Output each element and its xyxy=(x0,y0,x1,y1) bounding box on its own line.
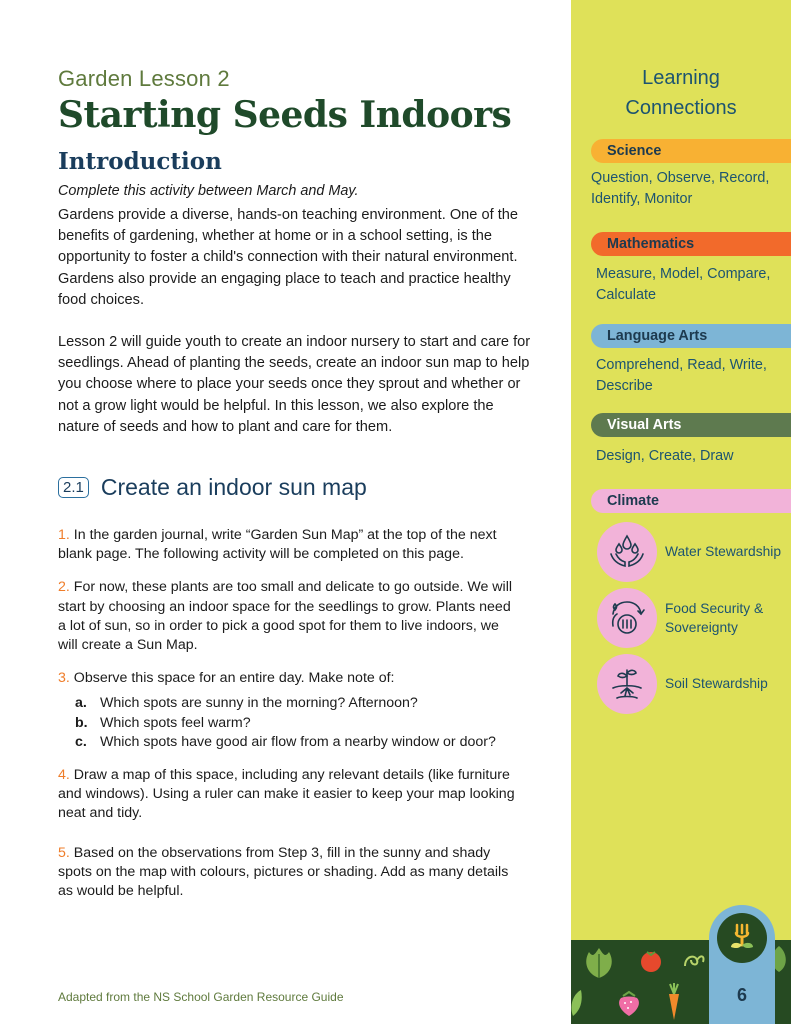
page-number: 6 xyxy=(736,985,747,1005)
subject-pill-science: Science xyxy=(591,139,791,163)
strawberry-icon xyxy=(615,990,643,1018)
climate-label-soil: Soil Stewardship xyxy=(665,676,768,692)
step-number: 1. xyxy=(58,527,70,543)
intro-paragraph-2: Lesson 2 will guide youth to create an indoor nursery to start and care for seedlings. Ahead of planting the seeds, create an indoor sun map to help you choose where to place your seeds once they sprout and whether or not a grow light would be helpful. In this lesson, we also explore the nature of seeds and how to plant and care for them. xyxy=(58,334,531,435)
introduction-heading: Introduction xyxy=(58,148,222,175)
subject-skills-science: Question, Observe, Record, Identify, Monitor xyxy=(591,170,770,207)
step-number: 2. xyxy=(58,579,70,596)
step-text: In the garden journal, write “Garden Sun Map” at the top of the next blank page. The following activity will be completed on this page. xyxy=(58,527,497,563)
sub-step-item xyxy=(58,733,518,752)
step-number: 5. xyxy=(58,844,70,861)
lesson-kicker: Garden Lesson 2 xyxy=(58,66,230,91)
tomato-icon xyxy=(639,946,663,974)
sub-step-letter: b. xyxy=(75,714,88,731)
section-title: Create an indoor sun map xyxy=(100,474,367,500)
sub-step-text: Which spots have good air flow from a nearby window or door? xyxy=(100,733,496,750)
climate-item-water xyxy=(597,522,785,582)
subject-pill-language-arts: Language Arts xyxy=(591,324,791,348)
step-item xyxy=(58,669,518,688)
step-item xyxy=(58,578,518,655)
climate-label-food-security: Food Security & Sovereignty xyxy=(665,600,764,635)
sprout-curl-icon xyxy=(681,948,707,972)
page-number-tab xyxy=(709,905,775,1024)
fork-sprout-logo-icon xyxy=(717,913,767,963)
subject-pill-visual-arts: Visual Arts xyxy=(591,413,791,437)
sub-step-letter: c. xyxy=(75,733,87,750)
sub-step-item xyxy=(58,694,518,713)
step-text: Based on the observations from Step 3, fill in the sunny and shady spots on the map with colours, pictures or shading. Add as many details as would be helpful. xyxy=(58,844,509,900)
step-item xyxy=(58,844,518,902)
soil-sprout-icon xyxy=(597,654,657,714)
step-text: Observe this space for an entire day. Make note of: xyxy=(73,670,395,687)
climate-item-food-security xyxy=(597,588,785,648)
sidebar-title-line-1: Learning xyxy=(642,67,720,89)
sub-step-letter: a. xyxy=(75,695,87,712)
step-text: For now, these plants are too small and delicate to go outside. We will start by choosing an indoor space for the seedlings to grow. Plants need a lot of sun, so in order to pick a good spot for them to live indoors, we will create a Sun Map. xyxy=(58,579,513,654)
subject-skills-language-arts: Comprehend, Read, Write, Describe xyxy=(596,357,767,394)
sub-step-item xyxy=(58,714,518,733)
sidebar-title xyxy=(571,63,791,123)
main-content xyxy=(58,66,538,438)
section-number-badge: 2.1 xyxy=(58,477,89,498)
climate-item-soil xyxy=(597,654,785,714)
footer-credit: Adapted from the NS School Garden Resource Guide xyxy=(58,990,344,1004)
intro-paragraph-1: Gardens provide a diverse, hands-on teaching environment. One of the benefits of gardening, whether at home or in a school setting, is the opportunity to foster a child's connection with their natural environment. Gardens also provide an engaging place to teach and practice healthy food choices. xyxy=(58,207,518,308)
sub-step-text: Which spots are sunny in the morning? Afternoon? xyxy=(100,695,418,712)
page-title: Starting Seeds Indoors xyxy=(58,94,512,136)
subject-skills-visual-arts: Design, Create, Draw xyxy=(596,448,734,464)
step-item xyxy=(58,766,518,824)
section-heading xyxy=(58,474,367,501)
carrot-icon xyxy=(663,982,685,1022)
steps-list xyxy=(58,526,518,915)
climate-label-water: Water Stewardship xyxy=(665,544,782,560)
leaf-icon xyxy=(571,988,585,1016)
sidebar-title-line-2: Connections xyxy=(625,97,737,119)
sub-step-list xyxy=(58,694,518,752)
food-cycle-icon xyxy=(597,588,657,648)
subject-pill-mathematics: Mathematics xyxy=(591,232,791,256)
step-number: 4. xyxy=(58,767,70,784)
step-number: 3. xyxy=(58,670,70,687)
sub-step-text: Which spots feel warm? xyxy=(100,714,251,731)
learning-connections-sidebar xyxy=(571,0,791,1024)
climate-pill: Climate xyxy=(591,489,791,513)
step-item xyxy=(58,526,518,564)
leafy-green-icon xyxy=(579,946,619,980)
subject-skills-mathematics: Measure, Model, Compare, Calculate xyxy=(596,266,771,303)
water-hands-icon xyxy=(597,522,657,582)
intro-note: Complete this activity between March and May. xyxy=(58,183,359,199)
step-text: Draw a map of this space, including any relevant details (like furniture and windows). Using a ruler can make it easier to keep your map looking neat and tidy. xyxy=(58,767,515,822)
